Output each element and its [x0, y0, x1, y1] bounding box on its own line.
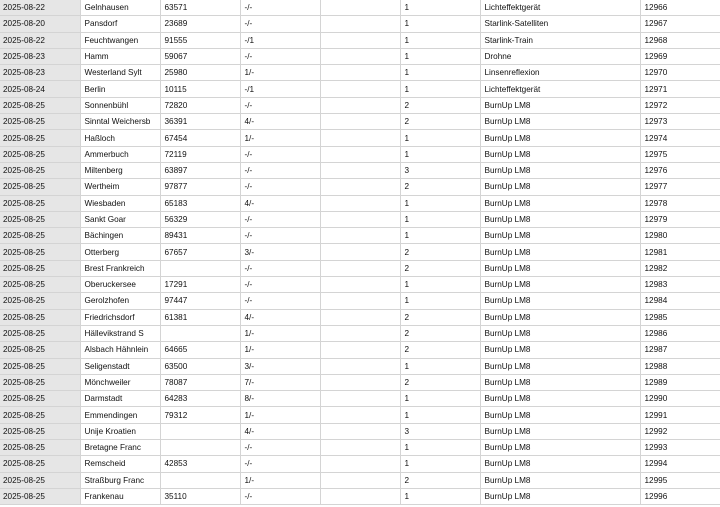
object-cell[interactable]: BurnUp LM8	[480, 293, 640, 309]
id-cell[interactable]: 12973	[640, 114, 720, 130]
object-cell[interactable]: BurnUp LM8	[480, 179, 640, 195]
count-cell[interactable]: -/-	[240, 228, 320, 244]
place-cell[interactable]: Gelnhausen	[80, 0, 160, 16]
id-cell[interactable]: 12992	[640, 423, 720, 439]
count-cell[interactable]: -/1	[240, 32, 320, 48]
place-cell[interactable]: Sinntal Weichersb	[80, 114, 160, 130]
place-cell[interactable]: Wiesbaden	[80, 195, 160, 211]
postcode-cell[interactable]: 42853	[160, 456, 240, 472]
id-cell[interactable]: 12991	[640, 407, 720, 423]
empty-cell[interactable]	[320, 391, 400, 407]
object-cell[interactable]: BurnUp LM8	[480, 423, 640, 439]
id-cell[interactable]: 12975	[640, 146, 720, 162]
id-cell[interactable]: 12990	[640, 391, 720, 407]
place-cell[interactable]: Haßloch	[80, 130, 160, 146]
id-cell[interactable]: 12976	[640, 162, 720, 178]
postcode-cell[interactable]: 63571	[160, 0, 240, 16]
place-cell[interactable]: Seligenstadt	[80, 358, 160, 374]
count-cell[interactable]: 8/-	[240, 391, 320, 407]
table-row	[0, 162, 720, 178]
object-cell[interactable]: BurnUp LM8	[480, 391, 640, 407]
empty-cell[interactable]	[320, 277, 400, 293]
count-cell[interactable]: 3/-	[240, 244, 320, 260]
id-cell[interactable]: 12985	[640, 309, 720, 325]
date-cell[interactable]: 2025-08-25	[0, 162, 80, 178]
number-cell[interactable]: 2	[400, 342, 480, 358]
table-row	[0, 260, 720, 276]
object-cell[interactable]: BurnUp LM8	[480, 114, 640, 130]
count-cell[interactable]: -/-	[240, 48, 320, 64]
postcode-cell[interactable]: 23689	[160, 16, 240, 32]
postcode-cell[interactable]: 97877	[160, 179, 240, 195]
empty-cell[interactable]	[320, 48, 400, 64]
empty-cell[interactable]	[320, 162, 400, 178]
object-cell[interactable]: Lichteffektgerät	[480, 81, 640, 97]
table-row	[0, 456, 720, 472]
empty-cell[interactable]	[320, 342, 400, 358]
count-cell[interactable]: -/-	[240, 16, 320, 32]
object-cell[interactable]: BurnUp LM8	[480, 146, 640, 162]
id-cell[interactable]: 12981	[640, 244, 720, 260]
id-cell[interactable]: 12993	[640, 440, 720, 456]
date-cell[interactable]: 2025-08-25	[0, 456, 80, 472]
object-cell[interactable]: BurnUp LM8	[480, 456, 640, 472]
object-cell[interactable]: BurnUp LM8	[480, 195, 640, 211]
table-row	[0, 146, 720, 162]
date-cell[interactable]: 2025-08-25	[0, 179, 80, 195]
id-cell[interactable]: 12996	[640, 488, 720, 504]
postcode-cell[interactable]	[160, 440, 240, 456]
number-cell[interactable]: 1	[400, 456, 480, 472]
object-cell[interactable]: BurnUp LM8	[480, 277, 640, 293]
id-cell[interactable]: 12986	[640, 325, 720, 341]
date-cell[interactable]: 2025-08-25	[0, 342, 80, 358]
number-cell[interactable]: 3	[400, 162, 480, 178]
table-row	[0, 374, 720, 390]
number-cell[interactable]: 3	[400, 423, 480, 439]
number-cell[interactable]: 1	[400, 195, 480, 211]
id-cell[interactable]: 12995	[640, 472, 720, 488]
id-cell[interactable]: 12969	[640, 48, 720, 64]
postcode-cell[interactable]	[160, 472, 240, 488]
table-row	[0, 244, 720, 260]
count-cell[interactable]: -/-	[240, 277, 320, 293]
place-cell[interactable]: Oberuckersee	[80, 277, 160, 293]
object-cell[interactable]: BurnUp LM8	[480, 374, 640, 390]
empty-cell[interactable]	[320, 114, 400, 130]
postcode-cell[interactable]: 89431	[160, 228, 240, 244]
table-row	[0, 48, 720, 64]
place-cell[interactable]: Wertheim	[80, 179, 160, 195]
count-cell[interactable]: 7/-	[240, 374, 320, 390]
table-row	[0, 0, 720, 16]
empty-cell[interactable]	[320, 97, 400, 113]
date-cell[interactable]: 2025-08-24	[0, 81, 80, 97]
number-cell[interactable]: 2	[400, 179, 480, 195]
date-cell[interactable]: 2025-08-25	[0, 293, 80, 309]
empty-cell[interactable]	[320, 440, 400, 456]
table-row	[0, 32, 720, 48]
table-row	[0, 391, 720, 407]
table-row	[0, 228, 720, 244]
empty-cell[interactable]	[320, 146, 400, 162]
date-cell[interactable]: 2025-08-22	[0, 32, 80, 48]
object-cell[interactable]: BurnUp LM8	[480, 440, 640, 456]
postcode-cell[interactable]: 72119	[160, 146, 240, 162]
place-cell[interactable]: Gerolzhofen	[80, 293, 160, 309]
count-cell[interactable]: -/-	[240, 97, 320, 113]
place-cell[interactable]: Frankenau	[80, 488, 160, 504]
count-cell[interactable]: 4/-	[240, 114, 320, 130]
place-cell[interactable]: Hällevikstrand S	[80, 325, 160, 341]
place-cell[interactable]: Berlin	[80, 81, 160, 97]
number-cell[interactable]: 1	[400, 65, 480, 81]
table-row	[0, 358, 720, 374]
empty-cell[interactable]	[320, 16, 400, 32]
count-cell[interactable]: -/-	[240, 440, 320, 456]
number-cell[interactable]: 1	[400, 146, 480, 162]
place-cell[interactable]: Otterberg	[80, 244, 160, 260]
number-cell[interactable]: 1	[400, 358, 480, 374]
count-cell[interactable]: 4/-	[240, 309, 320, 325]
number-cell[interactable]: 1	[400, 16, 480, 32]
number-cell[interactable]: 1	[400, 228, 480, 244]
place-cell[interactable]: Mönchweiler	[80, 374, 160, 390]
count-cell[interactable]: 1/-	[240, 407, 320, 423]
object-cell[interactable]: BurnUp LM8	[480, 325, 640, 341]
place-cell[interactable]: Straßburg Franc	[80, 472, 160, 488]
date-cell[interactable]: 2025-08-23	[0, 48, 80, 64]
empty-cell[interactable]	[320, 407, 400, 423]
date-cell[interactable]: 2025-08-25	[0, 146, 80, 162]
empty-cell[interactable]	[320, 179, 400, 195]
empty-cell[interactable]	[320, 195, 400, 211]
table-row	[0, 114, 720, 130]
id-cell[interactable]: 12971	[640, 81, 720, 97]
place-cell[interactable]: Darmstadt	[80, 391, 160, 407]
object-cell[interactable]: Starlink-Train	[480, 32, 640, 48]
count-cell[interactable]: 3/-	[240, 358, 320, 374]
count-cell[interactable]: -/-	[240, 456, 320, 472]
count-cell[interactable]: -/-	[240, 293, 320, 309]
id-cell[interactable]: 12972	[640, 97, 720, 113]
postcode-cell[interactable]: 78087	[160, 374, 240, 390]
date-cell[interactable]: 2025-08-25	[0, 358, 80, 374]
postcode-cell[interactable]: 17291	[160, 277, 240, 293]
number-cell[interactable]: 2	[400, 260, 480, 276]
empty-cell[interactable]	[320, 32, 400, 48]
object-cell[interactable]: BurnUp LM8	[480, 228, 640, 244]
empty-cell[interactable]	[320, 488, 400, 504]
id-cell[interactable]: 12967	[640, 16, 720, 32]
count-cell[interactable]: 1/-	[240, 472, 320, 488]
id-cell[interactable]: 12987	[640, 342, 720, 358]
object-cell[interactable]: Lichteffektgerät	[480, 0, 640, 16]
number-cell[interactable]: 2	[400, 97, 480, 113]
number-cell[interactable]: 1	[400, 488, 480, 504]
place-cell[interactable]: Westerland Sylt	[80, 65, 160, 81]
count-cell[interactable]: -/-	[240, 0, 320, 16]
empty-cell[interactable]	[320, 130, 400, 146]
number-cell[interactable]: 2	[400, 374, 480, 390]
date-cell[interactable]: 2025-08-25	[0, 391, 80, 407]
postcode-cell[interactable]: 35110	[160, 488, 240, 504]
number-cell[interactable]: 1	[400, 440, 480, 456]
table-row	[0, 195, 720, 211]
id-cell[interactable]: 12977	[640, 179, 720, 195]
table-row	[0, 407, 720, 423]
number-cell[interactable]: 2	[400, 114, 480, 130]
id-cell[interactable]: 12979	[640, 211, 720, 227]
empty-cell[interactable]	[320, 293, 400, 309]
table-row	[0, 342, 720, 358]
empty-cell[interactable]	[320, 81, 400, 97]
count-cell[interactable]: -/-	[240, 488, 320, 504]
table-row	[0, 277, 720, 293]
place-cell[interactable]: Sonnenbühl	[80, 97, 160, 113]
date-cell[interactable]: 2025-08-22	[0, 0, 80, 16]
count-cell[interactable]: -/-	[240, 211, 320, 227]
number-cell[interactable]: 1	[400, 48, 480, 64]
empty-cell[interactable]	[320, 260, 400, 276]
place-cell[interactable]: Alsbach Hähnlein	[80, 342, 160, 358]
id-cell[interactable]: 12994	[640, 456, 720, 472]
postcode-cell[interactable]: 56329	[160, 211, 240, 227]
id-cell[interactable]: 12978	[640, 195, 720, 211]
postcode-cell[interactable]	[160, 325, 240, 341]
date-cell[interactable]: 2025-08-25	[0, 277, 80, 293]
date-cell[interactable]: 2025-08-25	[0, 374, 80, 390]
number-cell[interactable]: 1	[400, 32, 480, 48]
object-cell[interactable]: Linsenreflexion	[480, 65, 640, 81]
empty-cell[interactable]	[320, 358, 400, 374]
table-row	[0, 97, 720, 113]
empty-cell[interactable]	[320, 211, 400, 227]
postcode-cell[interactable]: 72820	[160, 97, 240, 113]
place-cell[interactable]: Pansdorf	[80, 16, 160, 32]
number-cell[interactable]: 2	[400, 244, 480, 260]
postcode-cell[interactable]: 79312	[160, 407, 240, 423]
date-cell[interactable]: 2025-08-25	[0, 211, 80, 227]
empty-cell[interactable]	[320, 0, 400, 16]
date-cell[interactable]: 2025-08-25	[0, 488, 80, 504]
number-cell[interactable]: 2	[400, 472, 480, 488]
empty-cell[interactable]	[320, 65, 400, 81]
id-cell[interactable]: 12989	[640, 374, 720, 390]
object-cell[interactable]: BurnUp LM8	[480, 162, 640, 178]
id-cell[interactable]: 12983	[640, 277, 720, 293]
postcode-cell[interactable]: 97447	[160, 293, 240, 309]
object-cell[interactable]: BurnUp LM8	[480, 342, 640, 358]
object-cell[interactable]: BurnUp LM8	[480, 309, 640, 325]
date-cell[interactable]: 2025-08-25	[0, 309, 80, 325]
place-cell[interactable]: Feuchtwangen	[80, 32, 160, 48]
count-cell[interactable]: -/-	[240, 162, 320, 178]
id-cell[interactable]: 12968	[640, 32, 720, 48]
number-cell[interactable]: 1	[400, 0, 480, 16]
count-cell[interactable]: 1/-	[240, 325, 320, 341]
count-cell[interactable]: 1/-	[240, 342, 320, 358]
postcode-cell[interactable]: 67657	[160, 244, 240, 260]
table-row	[0, 472, 720, 488]
count-cell[interactable]: 4/-	[240, 423, 320, 439]
table-row	[0, 309, 720, 325]
date-cell[interactable]: 2025-08-25	[0, 228, 80, 244]
postcode-cell[interactable]: 63897	[160, 162, 240, 178]
postcode-cell[interactable]	[160, 260, 240, 276]
empty-cell[interactable]	[320, 472, 400, 488]
postcode-cell[interactable]	[160, 423, 240, 439]
postcode-cell[interactable]: 64283	[160, 391, 240, 407]
postcode-cell[interactable]: 36391	[160, 114, 240, 130]
place-cell[interactable]: Bächingen	[80, 228, 160, 244]
object-cell[interactable]: BurnUp LM8	[480, 472, 640, 488]
postcode-cell[interactable]: 59067	[160, 48, 240, 64]
count-cell[interactable]: 1/-	[240, 65, 320, 81]
empty-cell[interactable]	[320, 423, 400, 439]
id-cell[interactable]: 12966	[640, 0, 720, 16]
empty-cell[interactable]	[320, 228, 400, 244]
count-cell[interactable]: -/1	[240, 81, 320, 97]
count-cell[interactable]: 4/-	[240, 195, 320, 211]
object-cell[interactable]: Starlink-Satelliten	[480, 16, 640, 32]
table-row	[0, 325, 720, 341]
date-cell[interactable]: 2025-08-23	[0, 65, 80, 81]
count-cell[interactable]: -/-	[240, 179, 320, 195]
place-cell[interactable]: Friedrichsdorf	[80, 309, 160, 325]
table-row	[0, 179, 720, 195]
date-cell[interactable]: 2025-08-25	[0, 440, 80, 456]
empty-cell[interactable]	[320, 325, 400, 341]
place-cell[interactable]: Miltenberg	[80, 162, 160, 178]
object-cell[interactable]: BurnUp LM8	[480, 358, 640, 374]
id-cell[interactable]: 12982	[640, 260, 720, 276]
date-cell[interactable]: 2025-08-25	[0, 114, 80, 130]
postcode-cell[interactable]: 63500	[160, 358, 240, 374]
number-cell[interactable]: 1	[400, 293, 480, 309]
table-row	[0, 293, 720, 309]
table-row	[0, 423, 720, 439]
id-cell[interactable]: 12980	[640, 228, 720, 244]
number-cell[interactable]: 1	[400, 391, 480, 407]
empty-cell[interactable]	[320, 244, 400, 260]
place-cell[interactable]: Ammerbuch	[80, 146, 160, 162]
date-cell[interactable]: 2025-08-25	[0, 244, 80, 260]
postcode-cell[interactable]: 61381	[160, 309, 240, 325]
object-cell[interactable]: BurnUp LM8	[480, 130, 640, 146]
count-cell[interactable]: -/-	[240, 146, 320, 162]
number-cell[interactable]: 1	[400, 81, 480, 97]
table-row	[0, 488, 720, 504]
table-row	[0, 81, 720, 97]
date-cell[interactable]: 2025-08-25	[0, 325, 80, 341]
object-cell[interactable]: BurnUp LM8	[480, 260, 640, 276]
place-cell[interactable]: Bretagne Franc	[80, 440, 160, 456]
place-cell[interactable]: Hamm	[80, 48, 160, 64]
table-row	[0, 440, 720, 456]
number-cell[interactable]: 2	[400, 325, 480, 341]
table-row	[0, 130, 720, 146]
count-cell[interactable]: 1/-	[240, 130, 320, 146]
number-cell[interactable]: 1	[400, 130, 480, 146]
empty-cell[interactable]	[320, 374, 400, 390]
place-cell[interactable]: Remscheid	[80, 456, 160, 472]
date-cell[interactable]: 2025-08-25	[0, 423, 80, 439]
table-row	[0, 65, 720, 81]
id-cell[interactable]: 12988	[640, 358, 720, 374]
postcode-cell[interactable]: 65183	[160, 195, 240, 211]
date-cell[interactable]: 2025-08-20	[0, 16, 80, 32]
date-cell[interactable]: 2025-08-25	[0, 130, 80, 146]
object-cell[interactable]: BurnUp LM8	[480, 407, 640, 423]
postcode-cell[interactable]: 10115	[160, 81, 240, 97]
number-cell[interactable]: 1	[400, 211, 480, 227]
postcode-cell[interactable]: 91555	[160, 32, 240, 48]
object-cell[interactable]: BurnUp LM8	[480, 244, 640, 260]
postcode-cell[interactable]: 67454	[160, 130, 240, 146]
number-cell[interactable]: 1	[400, 407, 480, 423]
date-cell[interactable]: 2025-08-25	[0, 472, 80, 488]
object-cell[interactable]: BurnUp LM8	[480, 97, 640, 113]
place-cell[interactable]: Emmendingen	[80, 407, 160, 423]
date-cell[interactable]: 2025-08-25	[0, 260, 80, 276]
id-cell[interactable]: 12974	[640, 130, 720, 146]
postcode-cell[interactable]: 64665	[160, 342, 240, 358]
table-row	[0, 211, 720, 227]
empty-cell[interactable]	[320, 456, 400, 472]
empty-cell[interactable]	[320, 309, 400, 325]
object-cell[interactable]: Drohne	[480, 48, 640, 64]
count-cell[interactable]: -/-	[240, 260, 320, 276]
table-row	[0, 16, 720, 32]
date-cell[interactable]: 2025-08-25	[0, 195, 80, 211]
number-cell[interactable]: 2	[400, 309, 480, 325]
number-cell[interactable]: 1	[400, 277, 480, 293]
place-cell[interactable]: Brest Frankreich	[80, 260, 160, 276]
id-cell[interactable]: 12984	[640, 293, 720, 309]
object-cell[interactable]: BurnUp LM8	[480, 211, 640, 227]
place-cell[interactable]: Sankt Goar	[80, 211, 160, 227]
postcode-cell[interactable]: 25980	[160, 65, 240, 81]
place-cell[interactable]: Unije Kroatien	[80, 423, 160, 439]
id-cell[interactable]: 12970	[640, 65, 720, 81]
object-cell[interactable]: BurnUp LM8	[480, 488, 640, 504]
date-cell[interactable]: 2025-08-25	[0, 97, 80, 113]
date-cell[interactable]: 2025-08-25	[0, 407, 80, 423]
